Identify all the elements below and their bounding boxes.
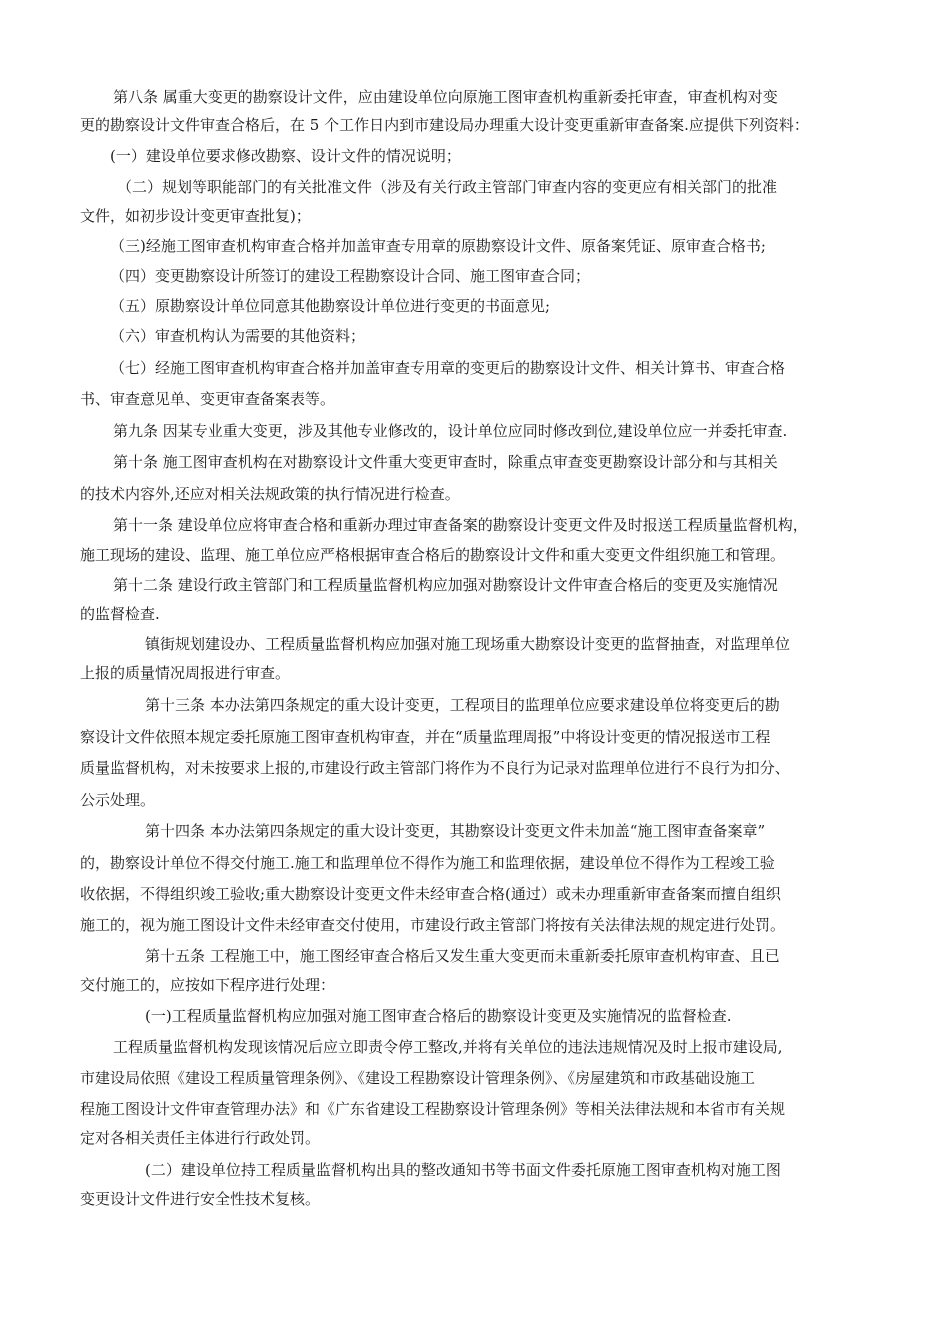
- article-8-item-1: (一）建设单位要求修改勘察、设计文件的情况说明；: [110, 147, 461, 165]
- article-8-item-4: （四）变更勘察设计所签订的建设工程勘察设计合同、施工图审查合同；: [110, 267, 591, 285]
- article-8-line-2: 更的勘察设计文件审查合格后，在 5 个工作日内到市建设局办理重大设计变更重新审查备案.应提供下列资料：: [80, 116, 809, 134]
- article-13-line-1: 第十三条 本办法第四条规定的重大设计变更，工程项目的监理单位应要求建设单位将变更后的勘: [145, 696, 780, 714]
- article-8-item-7-line-2: 书、审查意见单、变更审查备案表等。: [80, 390, 336, 408]
- article-14-line-4: 施工的，视为施工图设计文件未经审查交付使用，市建设行政主管部门将按有关法律法规的规定进行处罚。: [80, 916, 786, 934]
- article-14-line-2: 的，勘察设计单位不得交付施工.施工和监理单位不得作为施工和监理依据，建设单位不得作为工程竣工验: [80, 854, 775, 872]
- article-15-line-1: 第十五条 工程施工中，施工图经审查合格后又发生重大变更而未重新委托原审查机构审查、且已: [145, 947, 780, 965]
- article-15-line-2: 交付施工的，应按如下程序进行处理：: [80, 976, 336, 994]
- article-8-item-7-line-1: （七）经施工图审查机构审查合格并加盖审查专用章的变更后的勘察设计文件、相关计算书、审查合格: [110, 359, 786, 377]
- article-10-line-1: 第十条 施工图审查机构在对勘察设计文件重大变更审查时，除重点审查变更勘察设计部分和与其相关: [113, 453, 778, 471]
- article-12-para-2-line-1: 镇街规划建设办、工程质量监督机构应加强对施工现场重大勘察设计变更的监督抽查，对监理单位: [145, 635, 791, 653]
- article-12-line-2: 的监督检查.: [80, 605, 160, 623]
- article-8-item-2-line-2: 文件，如初步设计变更审查批复)；: [80, 207, 311, 225]
- article-13-line-3: 质量监督机构，对未按要求上报的,市建设行政主管部门将作为不良行为记录对监理单位进行不良行为扣分、: [80, 759, 790, 777]
- article-14-line-1: 第十四条 本办法第四条规定的重大设计变更，其勘察设计变更文件未加盖“施工图审查备案章”: [145, 822, 766, 840]
- article-9: 第九条 因某专业重大变更，涉及其他专业修改的，设计单位应同时修改到位,建设单位应一并委托审查.: [113, 422, 788, 440]
- article-14-line-3: 收依据，不得组织竣工验收;重大勘察设计变更文件未经审查合格(通过）或未办理重新审查备案而擅自组织: [80, 885, 781, 903]
- article-15-para-line-1: 工程质量监督机构发现该情况后应立即责令停工整改,并将有关单位的违法违规情况及时上报市建设局,: [113, 1038, 783, 1056]
- article-10-line-2: 的技术内容外,还应对相关法规政策的执行情况进行检查。: [80, 485, 460, 503]
- article-12-para-2-line-2: 上报的质量情况周报进行审查。: [80, 664, 291, 682]
- article-8-item-5: （五）原勘察设计单位同意其他勘察设计单位进行变更的书面意见;: [110, 297, 551, 315]
- article-8-item-3: （三)经施工图审查机构审查合格并加盖审查专用章的原勘察设计文件、原备案凭证、原审查合格书;: [110, 237, 766, 255]
- article-13-line-2: 察设计文件依照本规定委托原施工图审查机构审查，并在“质量监理周报”中将设计变更的情况报送市工程: [80, 728, 771, 746]
- article-12-line-1: 第十二条 建设行政主管部门和工程质量监督机构应加强对勘察设计文件审查合格后的变更及实施情况: [113, 576, 778, 594]
- article-15-para-line-4: 定对各相关责任主体进行行政处罚。: [80, 1129, 321, 1147]
- article-15-item-2-line-2: 变更设计文件进行安全性技术复核。: [80, 1190, 321, 1208]
- article-11-line-1: 第十一条 建设单位应将审查合格和重新办理过审查备案的勘察设计变更文件及时报送工程质量监督机构，: [113, 516, 808, 534]
- article-13-line-4: 公示处理。: [80, 791, 156, 809]
- article-15-item-1: (一)工程质量监督机构应加强对施工图审查合格后的勘察设计变更及实施情况的监督检查.: [145, 1007, 732, 1025]
- article-15-para-line-3: 程施工图设计文件审查管理办法》和《广东省建设工程勘察设计管理条例》等相关法律法规和本省市有关规: [80, 1100, 786, 1118]
- article-8-item-6: （六）审查机构认为需要的其他资料；: [110, 327, 366, 345]
- article-8-item-2-line-1: （二）规划等职能部门的有关批准文件（涉及有关行政主管部门审查内容的变更应有相关部门的批准: [117, 178, 778, 196]
- article-11-line-2: 施工现场的建设、监理、施工单位应严格根据审查合格后的勘察设计文件和重大变更文件组织施工和管理。: [80, 546, 786, 564]
- article-15-item-2-line-1: (二）建设单位持工程质量监督机构出具的整改通知书等书面文件委托原施工图审查机构对施工图: [145, 1161, 781, 1179]
- article-15-para-line-2: 市建设局依照《建设工程质量管理条例》、《建设工程勘察设计管理条例》、《房屋建筑和市政基础设施工: [80, 1069, 756, 1087]
- article-8-line-1: 第八条 属重大变更的勘察设计文件，应由建设单位向原施工图审查机构重新委托审查，审查机构对变: [113, 88, 778, 106]
